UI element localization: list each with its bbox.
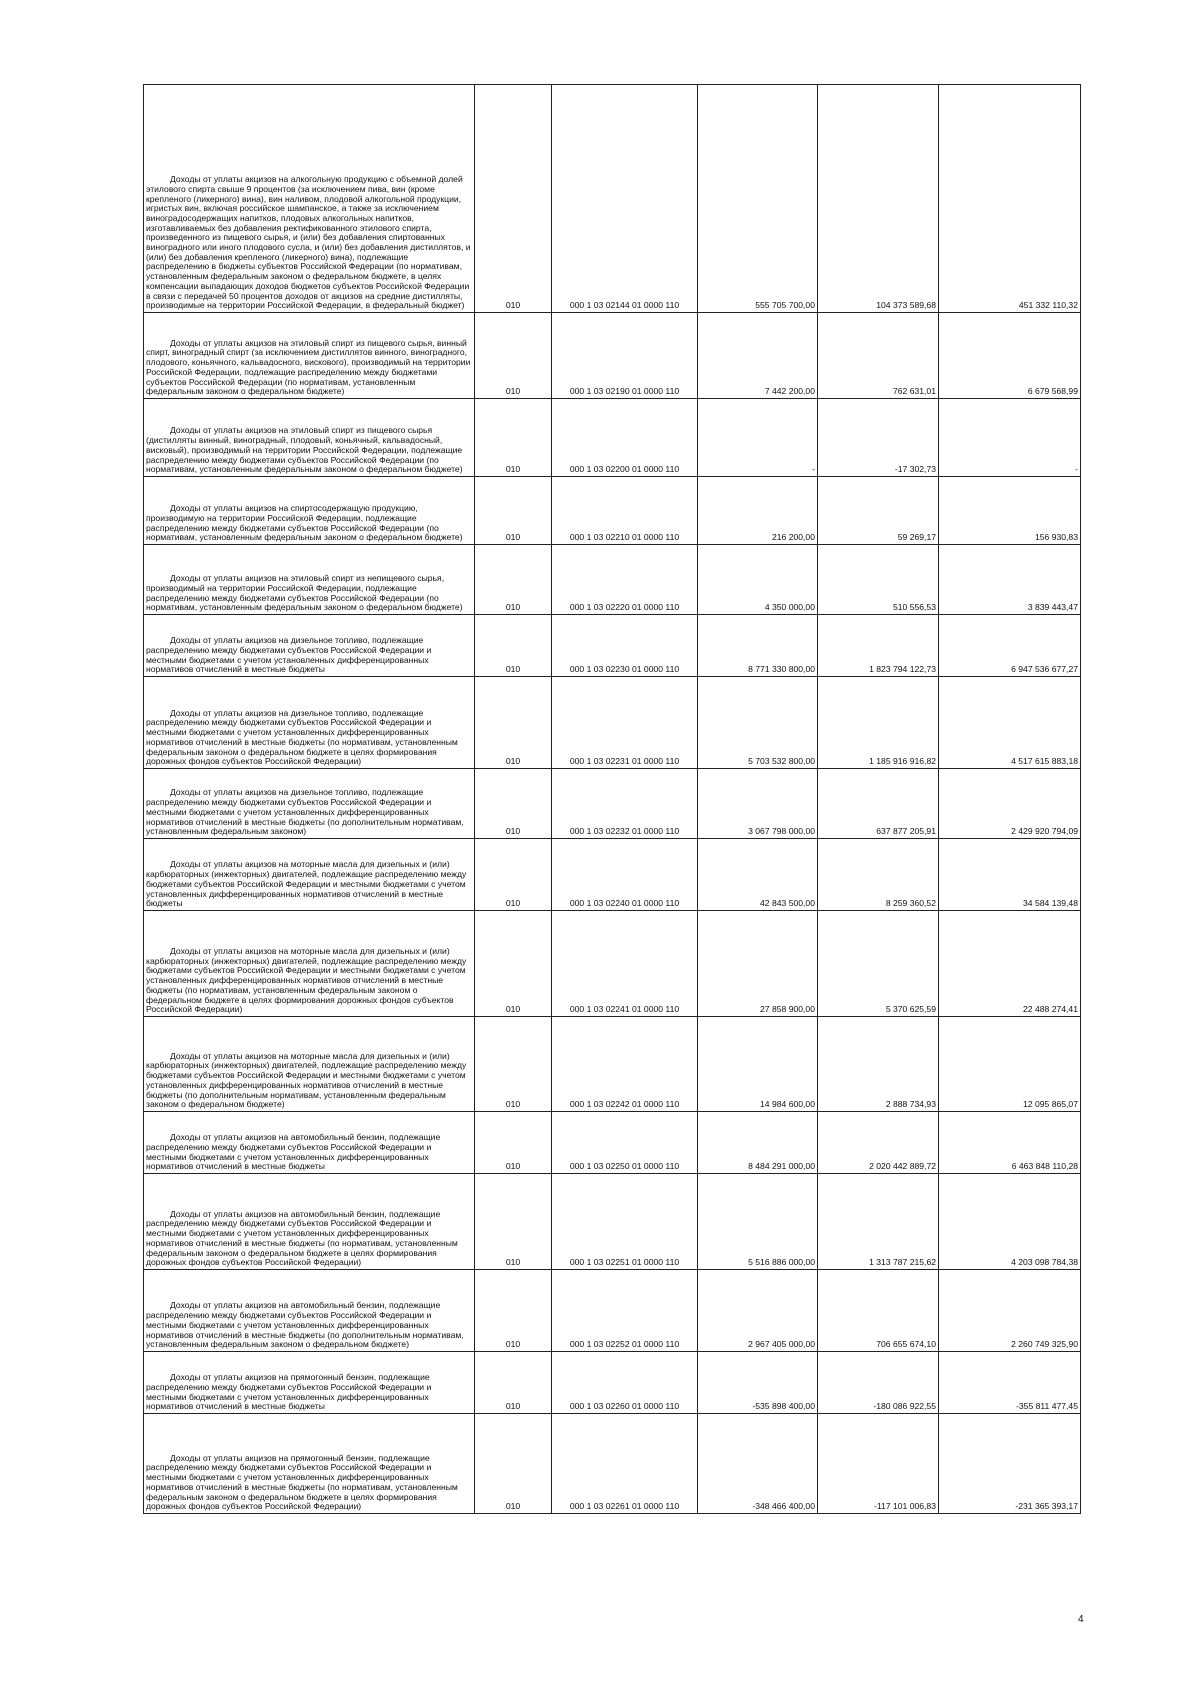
approved-amount-cell: 27 858 900,00 xyxy=(698,911,818,1017)
approved-amount-cell: 14 984 600,00 xyxy=(698,1017,818,1112)
budget-classification-code-cell: 000 1 03 02241 01 0000 110 xyxy=(552,911,698,1017)
income-name-cell xyxy=(144,1174,475,1270)
table-row xyxy=(144,477,1081,545)
income-name-text: Доходы от уплаты акцизов на автомобильный бензин, подлежащие распределению между бюджетами субъектов Российской Федерации и местными бюджетами с учетом установленных дифференцированных нормативов отчислений в местные бюджеты (по нормативам, установленным федеральным законом о федеральном бюджете в целях формирования дорожных фондов субъектов Российской Федерации) xyxy=(146,1208,458,1268)
line-code-cell: 010 xyxy=(475,839,552,911)
income-name-text: Доходы от уплаты акцизов на алкогольную продукцию с объемной долей этилового спирта свыше 9 процентов (за исключением пива, вин (кроме крепленого (ликерного) вина), вин наливом, плодовой алкогольной продукции, игристых вин, включая российское шампанское, а также за исключением виноградосодержащих напитков, плодовых алкогольных напитков, изготавливаемых без добавления ректификованного этилового спирта, произведенного из пищевого сырья, и (или) без добавления спиртованных виноградного или иного плодового сусла, и (или) без добавления дистиллятов, и (или) без добавления крепленого (ликерного) вина), подлежащие распределению в бюджеты субъектов Российской Федерации (по нормативам, установленным федеральным законом о федеральном бюджете, в целях компенсации выпадающих доходов бюджетов субъектов Российской Федерации в связи с передачей 50 процентов доходов от акцизов на средние дистилляты, производимые на территории Российской Федерации, в федеральный бюджет) xyxy=(146,174,471,311)
income-name-text: Доходы от уплаты акцизов на этиловый спирт из пищевого сырья (дистилляты винный, виноградный, плодовый, коньячный, кальвадосный, висковый), производимый на территории Российской Федерации, подлежащие распределению между бюджетами субъектов Российской Федерации (по нормативам, установленным федеральным законом о федеральном бюджете) xyxy=(146,425,463,475)
executed-amount-cell: 1 185 916 916,82 xyxy=(818,677,939,769)
unexecuted-amount-cell: 3 839 443,47 xyxy=(939,545,1081,615)
unexecuted-amount-cell: 2 429 920 794,09 xyxy=(939,769,1081,839)
table-row xyxy=(144,1414,1081,1514)
executed-amount-cell: 1 313 787 215,62 xyxy=(818,1174,939,1270)
income-name-cell xyxy=(144,85,475,313)
table-row xyxy=(144,399,1081,477)
line-code-cell: 010 xyxy=(475,769,552,839)
approved-amount-cell: 8 484 291 000,00 xyxy=(698,1112,818,1174)
budget-classification-code-cell: 000 1 03 02251 01 0000 110 xyxy=(552,1174,698,1270)
table-row xyxy=(144,1270,1081,1352)
table-row xyxy=(144,85,1081,313)
unexecuted-amount-cell: 6 463 848 110,28 xyxy=(939,1112,1081,1174)
approved-amount-cell: 216 200,00 xyxy=(698,477,818,545)
approved-amount-cell: - xyxy=(698,399,818,477)
approved-amount-cell: 42 843 500,00 xyxy=(698,839,818,911)
income-name-cell xyxy=(144,1414,475,1514)
budget-classification-code-cell: 000 1 03 02261 01 0000 110 xyxy=(552,1414,698,1514)
income-table xyxy=(143,84,1081,1514)
income-name-cell xyxy=(144,839,475,911)
income-name-text: Доходы от уплаты акцизов на автомобильный бензин, подлежащие распределению между бюджетами субъектов Российской Федерации и местными бюджетами с учетом установленных дифференцированных нормативов отчислений в местные бюджеты xyxy=(146,1132,441,1172)
budget-classification-code-cell: 000 1 03 02200 01 0000 110 xyxy=(552,399,698,477)
unexecuted-amount-cell: 34 584 139,48 xyxy=(939,839,1081,911)
line-code-cell: 010 xyxy=(475,1414,552,1514)
executed-amount-cell: -117 101 006,83 xyxy=(818,1414,939,1514)
approved-amount-cell: 5 516 886 000,00 xyxy=(698,1174,818,1270)
budget-classification-code-cell: 000 1 03 02250 01 0000 110 xyxy=(552,1112,698,1174)
budget-classification-code-cell: 000 1 03 02230 01 0000 110 xyxy=(552,615,698,677)
unexecuted-amount-cell: -355 811 477,45 xyxy=(939,1352,1081,1414)
unexecuted-amount-cell: 451 332 110,32 xyxy=(939,85,1081,313)
line-code-cell: 010 xyxy=(475,1352,552,1414)
budget-classification-code-cell: 000 1 03 02252 01 0000 110 xyxy=(552,1270,698,1352)
approved-amount-cell: 7 442 200,00 xyxy=(698,313,818,399)
income-name-text: Доходы от уплаты акцизов на автомобильный бензин, подлежащие распределению между бюджетами субъектов Российской Федерации и местными бюджетами с учетом установленных дифференцированных нормативов отчислений в местные бюджеты (по дополнительным нормативам, установленным федеральным законом о федеральном бюджете) xyxy=(146,1300,464,1350)
table-row xyxy=(144,545,1081,615)
income-name-cell xyxy=(144,911,475,1017)
table-row xyxy=(144,839,1081,911)
table-row xyxy=(144,1174,1081,1270)
approved-amount-cell: 555 705 700,00 xyxy=(698,85,818,313)
table-row xyxy=(144,1112,1081,1174)
income-name-text: Доходы от уплаты акцизов на моторные масла для дизельных и (или) карбюраторных (инжекторных) двигателей, подлежащие распределению между бюджетами субъектов Российской Федерации и местными бюджетами с учетом установленных дифференцированных нормативов отчислений в местные бюджеты xyxy=(146,859,467,909)
executed-amount-cell: 762 631,01 xyxy=(818,313,939,399)
income-name-cell xyxy=(144,399,475,477)
executed-amount-cell: 2 020 442 889,72 xyxy=(818,1112,939,1174)
budget-classification-code-cell: 000 1 03 02231 01 0000 110 xyxy=(552,677,698,769)
executed-amount-cell: -17 302,73 xyxy=(818,399,939,477)
income-name-text: Доходы от уплаты акцизов на прямогонный бензин, подлежащие распределению между бюджетами субъектов Российской Федерации и местными бюджетами с учетом установленных дифференцированных нормативов отчислений в местные бюджеты (по нормативам, установленным федеральным законом о федеральном бюджете в целях формирования дорожных фондов субъектов Российской Федерации) xyxy=(146,1452,458,1512)
line-code-cell: 010 xyxy=(475,1174,552,1270)
approved-amount-cell: -348 466 400,00 xyxy=(698,1414,818,1514)
budget-classification-code-cell: 000 1 03 02260 01 0000 110 xyxy=(552,1352,698,1414)
table-row xyxy=(144,769,1081,839)
income-name-text: Доходы от уплаты акцизов на спиртосодержащую продукцию, производимую на территории Российской Федерации, подлежащие распределению между бюджетами субъектов Российской Федерации (по нормативам, установленным федеральным законом о федеральном бюджете) xyxy=(146,503,463,543)
income-name-text: Доходы от уплаты акцизов на этиловый спирт из непищевого сырья, производимый на территории Российской Федерации, подлежащие распределению между бюджетами субъектов Российской Федерации (по нормативам, установленным федеральным законом о федеральном бюджете) xyxy=(146,573,463,613)
approved-amount-cell: 5 703 532 800,00 xyxy=(698,677,818,769)
executed-amount-cell: 5 370 625,59 xyxy=(818,911,939,1017)
budget-classification-code-cell: 000 1 03 02232 01 0000 110 xyxy=(552,769,698,839)
budget-classification-code-cell: 000 1 03 02210 01 0000 110 xyxy=(552,477,698,545)
income-name-text: Доходы от уплаты акцизов на дизельное топливо, подлежащие распределению между бюджетами субъектов Российской Федерации и местными бюджетами с учетом установленных дифференцированных нормативов отчислений в местные бюджеты (по нормативам, установленным федеральным законом о федеральном бюджете в целях формирования дорожных фондов субъектов Российской Федерации) xyxy=(146,707,458,767)
line-code-cell: 010 xyxy=(475,545,552,615)
executed-amount-cell: 59 269,17 xyxy=(818,477,939,545)
unexecuted-amount-cell: 12 095 865,07 xyxy=(939,1017,1081,1112)
executed-amount-cell: 2 888 734,93 xyxy=(818,1017,939,1112)
line-code-cell: 010 xyxy=(475,677,552,769)
executed-amount-cell: 8 259 360,52 xyxy=(818,839,939,911)
income-name-cell xyxy=(144,545,475,615)
line-code-cell: 010 xyxy=(475,313,552,399)
income-name-cell xyxy=(144,477,475,545)
line-code-cell: 010 xyxy=(475,399,552,477)
line-code-cell: 010 xyxy=(475,911,552,1017)
table-row xyxy=(144,615,1081,677)
table-row xyxy=(144,313,1081,399)
table-row xyxy=(144,1017,1081,1112)
income-name-cell xyxy=(144,1112,475,1174)
unexecuted-amount-cell: 22 488 274,41 xyxy=(939,911,1081,1017)
line-code-cell: 010 xyxy=(475,1017,552,1112)
unexecuted-amount-cell: 4 517 615 883,18 xyxy=(939,677,1081,769)
executed-amount-cell: 637 877 205,91 xyxy=(818,769,939,839)
table-body xyxy=(144,85,1081,1514)
approved-amount-cell: 3 067 798 000,00 xyxy=(698,769,818,839)
income-name-cell xyxy=(144,313,475,399)
income-name-cell xyxy=(144,769,475,839)
income-name-cell xyxy=(144,1017,475,1112)
budget-classification-code-cell: 000 1 03 02220 01 0000 110 xyxy=(552,545,698,615)
table-row xyxy=(144,1352,1081,1414)
executed-amount-cell: 1 823 794 122,73 xyxy=(818,615,939,677)
executed-amount-cell: 706 655 674,10 xyxy=(818,1270,939,1352)
budget-classification-code-cell: 000 1 03 02190 01 0000 110 xyxy=(552,313,698,399)
income-name-text: Доходы от уплаты акцизов на моторные масла для дизельных и (или) карбюраторных (инжекторных) двигателей, подлежащие распределению между бюджетами субъектов Российской Федерации и местными бюджетами с учетом установленных дифференцированных нормативов отчислений в местные бюджеты (по дополнительным нормативам, установленным федеральным законом о федеральном бюджете) xyxy=(146,1050,467,1110)
page-number: 4 xyxy=(1078,1614,1084,1625)
line-code-cell: 010 xyxy=(475,1112,552,1174)
unexecuted-amount-cell: 6 679 568,99 xyxy=(939,313,1081,399)
income-name-text: Доходы от уплаты акцизов на этиловый спирт из пищевого сырья, винный спирт, виноградный спирт (за исключением дистиллятов винного, виноградного, плодового, коньячного, кальвадосного, вискового), производимый на территории Российской Федерации, подлежащие распределению между бюджетами субъектов Российской Федерации (по нормативам, установленным федеральным законом о федеральном бюджете) xyxy=(146,337,471,397)
income-name-cell xyxy=(144,615,475,677)
line-code-cell: 010 xyxy=(475,85,552,313)
budget-classification-code-cell: 000 1 03 02242 01 0000 110 xyxy=(552,1017,698,1112)
budget-classification-code-cell: 000 1 03 02144 01 0000 110 xyxy=(552,85,698,313)
approved-amount-cell: 8 771 330 800,00 xyxy=(698,615,818,677)
income-name-text: Доходы от уплаты акцизов на дизельное топливо, подлежащие распределению между бюджетами субъектов Российской Федерации и местными бюджетами с учетом установленных дифференцированных нормативов отчислений в местные бюджеты xyxy=(146,635,432,675)
income-name-cell xyxy=(144,1270,475,1352)
table-row xyxy=(144,677,1081,769)
line-code-cell: 010 xyxy=(475,615,552,677)
unexecuted-amount-cell: - xyxy=(939,399,1081,477)
executed-amount-cell: 104 373 589,68 xyxy=(818,85,939,313)
unexecuted-amount-cell: 156 930,83 xyxy=(939,477,1081,545)
approved-amount-cell: 2 967 405 000,00 xyxy=(698,1270,818,1352)
table-row xyxy=(144,911,1081,1017)
line-code-cell: 010 xyxy=(475,477,552,545)
income-name-text: Доходы от уплаты акцизов на моторные масла для дизельных и (или) карбюраторных (инжекторных) двигателей, подлежащие распределению между бюджетами субъектов Российской Федерации и местными бюджетами с учетом установленных дифференцированных нормативов отчислений в местные бюджеты (по нормативам, установленным федеральным законом о федеральном бюджете в целях формирования дорожных фондов субъектов Российской Федерации) xyxy=(146,946,467,1015)
approved-amount-cell: -535 898 400,00 xyxy=(698,1352,818,1414)
unexecuted-amount-cell: 2 260 749 325,90 xyxy=(939,1270,1081,1352)
approved-amount-cell: 4 350 000,00 xyxy=(698,545,818,615)
income-name-text: Доходы от уплаты акцизов на прямогонный бензин, подлежащие распределению между бюджетами субъектов Российской Федерации и местными бюджетами с учетом установленных дифференцированных нормативов отчислений в местные бюджеты xyxy=(146,1372,432,1412)
unexecuted-amount-cell: 4 203 098 784,38 xyxy=(939,1174,1081,1270)
line-code-cell: 010 xyxy=(475,1270,552,1352)
income-name-cell xyxy=(144,677,475,769)
income-name-cell xyxy=(144,1352,475,1414)
executed-amount-cell: 510 556,53 xyxy=(818,545,939,615)
budget-classification-code-cell: 000 1 03 02240 01 0000 110 xyxy=(552,839,698,911)
income-name-text: Доходы от уплаты акцизов на дизельное топливо, подлежащие распределению между бюджетами субъектов Российской Федерации и местными бюджетами с учетом установленных дифференцированных нормативов отчислений в местные бюджеты (по дополнительным нормативам, установленным федеральным законом) xyxy=(146,787,464,837)
unexecuted-amount-cell: 6 947 536 677,27 xyxy=(939,615,1081,677)
unexecuted-amount-cell: -231 365 393,17 xyxy=(939,1414,1081,1514)
executed-amount-cell: -180 086 922,55 xyxy=(818,1352,939,1414)
